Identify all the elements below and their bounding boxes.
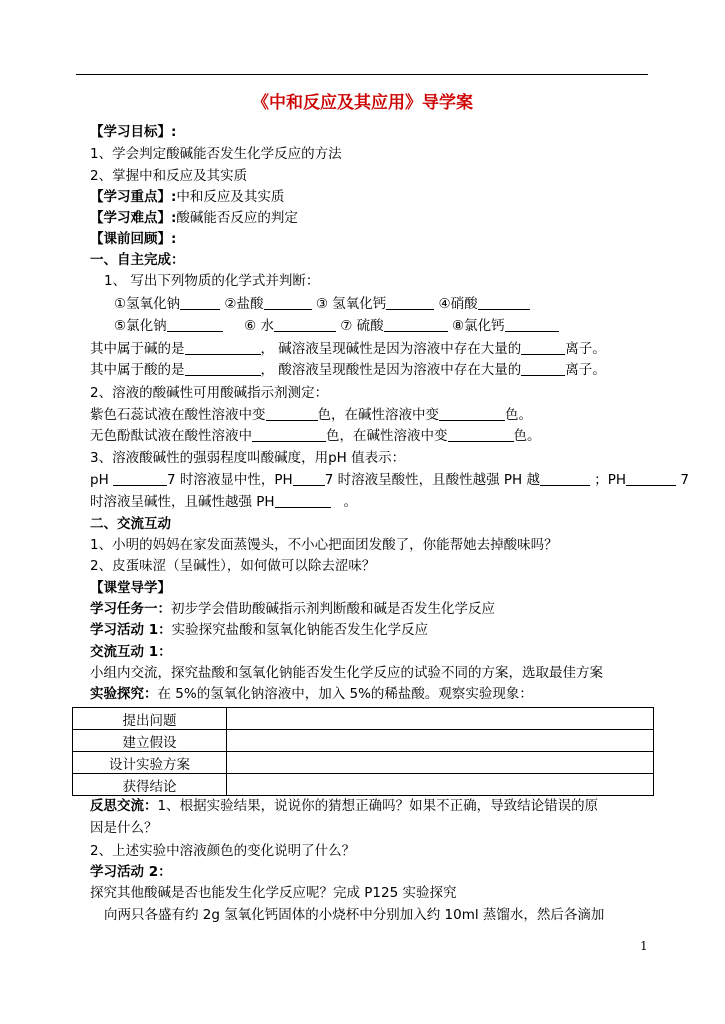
talk-1: 1、小明的妈妈在家发面蒸馒头，不小心把面团发酸了，你能帮她去掉酸味吗？	[90, 537, 558, 553]
class-heading: 【课堂导学】	[90, 580, 171, 596]
litmus-line: 紫色石蕊试液在酸性溶液中变 色，在碱性溶液中变 色。	[90, 407, 532, 423]
question-3: 3、溶液酸碱性的强弱程度叫酸碱度，用pH 值表示：	[90, 450, 406, 466]
activity-2-heading: 学习活动 2：	[90, 864, 172, 880]
table-cell-blank[interactable]	[227, 752, 654, 774]
table-row	[73, 774, 654, 796]
question-1: 1、 写出下列物质的化学式并判断：	[104, 273, 320, 289]
table-cell-label: 提出问题	[73, 708, 227, 730]
goal-2: 2、掌握中和反应及其实质	[90, 168, 248, 184]
part2-heading: 二、交流互动	[90, 516, 171, 532]
review-heading: 【课前回顾】:	[90, 231, 177, 247]
table-cell-label: 建立假设	[73, 730, 227, 752]
page-number: 1	[640, 939, 648, 953]
page-title: 《中和反应及其应用》导学案	[252, 93, 473, 113]
activity-2-text: 探究其他酸碱是否也能发生化学反应呢？完成 P125 实验探究	[90, 885, 457, 901]
reflection-cont: 因是什么？	[90, 820, 158, 836]
interaction-1-heading: 交流互动 1：	[90, 644, 172, 660]
interaction-1-text: 小组内交流，探究盐酸和氢氧化钠能否发生化学反应的试验不同的方案，选取最佳方案	[90, 665, 603, 681]
table-row	[73, 752, 654, 774]
phenolphthalein-line: 无色酚酞试液在酸性溶液中 色，在碱性溶液中变 色。	[90, 428, 541, 444]
goal-heading: 【学习目标】:	[90, 124, 177, 140]
table-row	[73, 730, 654, 752]
experiment-table	[72, 707, 654, 796]
part1-heading: 一、自主完成：	[90, 252, 185, 268]
ph-line-2: 时溶液呈碱性，且碱性越强 PH 。	[90, 494, 357, 510]
key-point: 【学习重点】:中和反应及其实质	[90, 189, 285, 205]
question-2: 2、溶液的酸碱性可用酸碱指示剂测定：	[90, 385, 329, 401]
table-cell-blank[interactable]	[227, 708, 654, 730]
table-cell-blank[interactable]	[227, 774, 654, 796]
reflection: 反思交流：1、根据实验结果，说说你的猜想正确吗？如果不正确，导致结论错误的原	[90, 798, 599, 814]
base-question: 其中属于碱的是 ， 碱溶液呈现碱性是因为溶液中存在大量的 离子。	[90, 341, 606, 357]
q1-row-1: ①氢氧化钠 ②盐酸 ③ 氢氧化钙 ④硝酸	[114, 294, 530, 315]
table-cell-label: 获得结论	[73, 774, 227, 796]
table-cell-blank[interactable]	[227, 730, 654, 752]
ph-line-1: pH 7 时溶液显中性，PH 7 时溶液呈酸性，且酸性越强 PH 越 ；PH 7	[90, 472, 689, 488]
table-row	[73, 708, 654, 730]
task-1: 学习任务一：初步学会借助酸碱指示剂判断酸和碱是否发生化学反应	[90, 601, 495, 617]
goal-1: 1、学会判定酸碱能否发生化学反应的方法	[90, 146, 342, 162]
q1-row-2: ⑤氯化钠 ⑥ 水 ⑦ 硫酸 ⑧氯化钙	[114, 316, 559, 337]
talk-2: 2、皮蛋味涩（呈碱性），如何做可以除去涩味？	[90, 558, 376, 574]
difficulty-point: 【学习难点】:酸碱能否反应的判定	[90, 210, 298, 226]
activity-2-paragraph: 向两只各盛有约 2g 氢氧化钙固体的小烧杯中分别加入约 10ml 蒸馏水，然后各滴加	[104, 907, 605, 923]
reflection-2: 2、上述实验中溶液颜色的变化说明了什么？	[90, 843, 356, 859]
experiment-explore: 实验探究：在 5%的氢氧化钠溶液中，加入 5%的稀盐酸。观察实验现象：	[90, 686, 533, 702]
acid-question: 其中属于酸的是 ， 酸溶液呈现酸性是因为溶液中存在大量的 离子。	[90, 362, 606, 378]
table-cell-label: 设计实验方案	[73, 752, 227, 774]
header-rule	[76, 74, 648, 75]
activity-1: 学习活动 1：实验探究盐酸和氢氧化钠能否发生化学反应	[90, 622, 429, 638]
